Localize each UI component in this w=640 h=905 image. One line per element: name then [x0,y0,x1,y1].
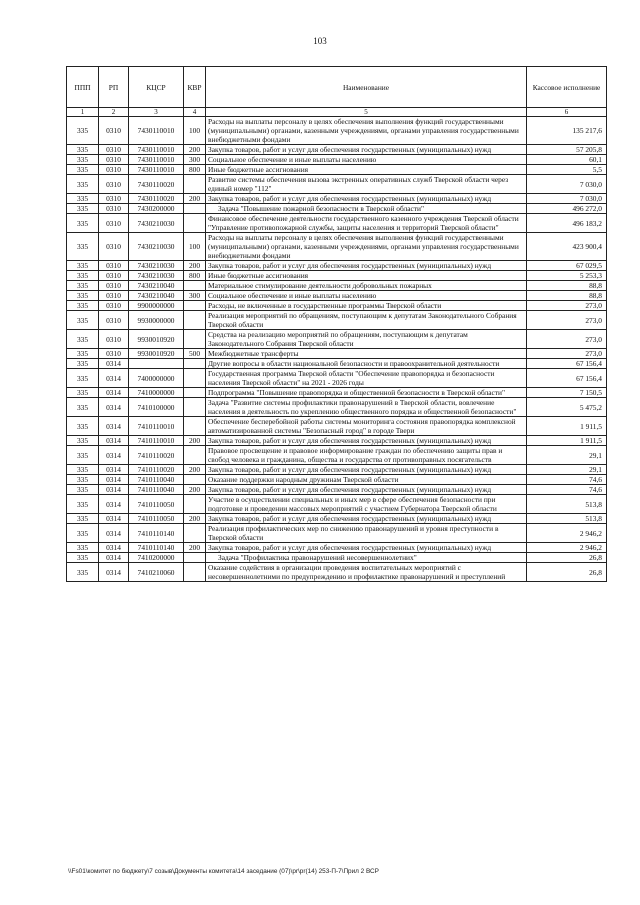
rp-cell: 0310 [99,204,129,214]
kcsr-cell: 9930010920 [129,349,184,359]
rp-cell: 0310 [99,349,129,359]
name-cell: Подпрограмма "Повышение правопорядка и общественной безопасности в Тверской области" [206,388,527,398]
table-row [67,204,607,214]
rp-cell: 0310 [99,117,129,145]
value-cell: 29,1 [527,465,607,475]
ppp-cell: 335 [67,369,99,388]
table-row [67,271,607,281]
name-cell: Закупка товаров, работ и услуг для обеспечения государственных (муниципальных) нужд [206,543,527,553]
table-row [67,194,607,204]
kcsr-cell: 7410200000 [129,553,184,563]
ppp-cell: 335 [67,155,99,165]
ppp-cell: 335 [67,214,99,233]
ppp-cell: 335 [67,194,99,204]
table-row [67,233,607,261]
table-row [67,475,607,485]
rp-cell: 0310 [99,261,129,271]
name-cell: Иные бюджетные ассигнования [206,165,527,175]
header-row [67,67,607,108]
table-row [67,524,607,543]
value-cell: 273,0 [527,301,607,311]
value-cell: 513,8 [527,514,607,524]
table-row [67,553,607,563]
rp-cell: 0314 [99,495,129,514]
column-number-row [67,108,607,117]
table-row [67,261,607,271]
table-row [67,165,607,175]
value-cell: 5 475,2 [527,398,607,417]
ppp-cell: 335 [67,465,99,475]
value-cell: 60,1 [527,155,607,165]
name-cell: Закупка товаров, работ и услуг для обеспечения государственных (муниципальных) нужд [206,465,527,475]
kvr-cell [184,214,206,233]
rp-cell: 0310 [99,233,129,261]
name-cell: Расходы на выплаты персоналу в целях обеспечения выполнения функций государственными (муниципальными) органами, казенными учреждениями, органами управления государственными внебюджетными фондами [206,233,527,261]
kcsr-cell: 7410110040 [129,475,184,485]
column-number: 3 [129,108,184,117]
kcsr-cell: 9930010920 [129,330,184,349]
value-cell: 67 156,4 [527,369,607,388]
name-cell: Правовое просвещение и правовое информирование граждан по обеспечению защиты прав и свобод человека и гражданина, общества и государства от противоправных посягательств [206,446,527,465]
kcsr-cell: 7430210030 [129,271,184,281]
kvr-cell: 200 [184,145,206,155]
ppp-cell: 335 [67,330,99,349]
kvr-cell: 100 [184,117,206,145]
name-cell: Межбюджетные трансферты [206,349,527,359]
kvr-cell: 200 [184,194,206,204]
name-cell: Закупка товаров, работ и услуг для обеспечения государственных (муниципальных) нужд [206,145,527,155]
column-number: 2 [99,108,129,117]
table-row [67,485,607,495]
kvr-cell [184,301,206,311]
rp-cell: 0310 [99,291,129,301]
table-row [67,436,607,446]
header-ppp: ППП [67,67,99,108]
table-row [67,563,607,582]
ppp-cell: 335 [67,175,99,194]
ppp-cell: 335 [67,485,99,495]
rp-cell: 0314 [99,369,129,388]
table-row [67,369,607,388]
header-name: Наименование [206,67,527,108]
kvr-cell: 300 [184,291,206,301]
value-cell: 135 217,6 [527,117,607,145]
kcsr-cell: 7430210040 [129,291,184,301]
table-row [67,291,607,301]
kvr-cell [184,281,206,291]
ppp-cell: 335 [67,281,99,291]
kvr-cell [184,369,206,388]
value-cell: 496 183,2 [527,214,607,233]
kcsr-cell: 7430110010 [129,117,184,145]
value-cell: 273,0 [527,349,607,359]
value-cell: 1 911,5 [527,417,607,436]
value-cell: 273,0 [527,311,607,330]
table-row [67,155,607,165]
table-row [67,398,607,417]
ppp-cell: 335 [67,553,99,563]
value-cell: 7 030,0 [527,194,607,204]
kvr-cell [184,553,206,563]
ppp-cell: 335 [67,475,99,485]
rp-cell: 0314 [99,436,129,446]
value-cell: 496 272,0 [527,204,607,214]
name-cell: Участие в осуществлении специальных и иных мер в сфере обеспечения безопасности при подготовке и проведении массовых мероприятий с участием Губернатора Тверской области [206,495,527,514]
table-row [67,311,607,330]
page-number: 103 [313,36,327,46]
table-row [67,281,607,291]
name-cell: Иные бюджетные ассигнования [206,271,527,281]
name-cell: Развитие системы обеспечения вызова экстренных оперативных служб Тверской области через единый номер "112" [206,175,527,194]
value-cell: 88,8 [527,281,607,291]
value-cell: 67 156,4 [527,359,607,369]
kvr-cell [184,398,206,417]
rp-cell: 0314 [99,465,129,475]
ppp-cell: 335 [67,301,99,311]
name-cell: Другие вопросы в области национальной безопасности и правоохранительной деятельности [206,359,527,369]
table-row [67,495,607,514]
ppp-cell: 335 [67,417,99,436]
kcsr-cell: 7410110020 [129,465,184,475]
kvr-cell [184,204,206,214]
column-number: 4 [184,108,206,117]
value-cell: 29,1 [527,446,607,465]
rp-cell: 0310 [99,301,129,311]
kvr-cell [184,388,206,398]
kvr-cell: 500 [184,349,206,359]
rp-cell: 0310 [99,281,129,291]
header-rp: РП [99,67,129,108]
kcsr-cell: 7410100000 [129,398,184,417]
name-cell: Реализация мероприятий по обращениям, поступающим к депутатам Законодательного Собрания Тверской области [206,311,527,330]
kcsr-cell: 7410000000 [129,388,184,398]
kvr-cell [184,495,206,514]
rp-cell: 0310 [99,155,129,165]
ppp-cell: 335 [67,388,99,398]
value-cell: 273,0 [527,330,607,349]
file-path-footer: \\Fs01\комитет по бюджету\7 созыв\Документы комитета\14 заседание (07)\pr\pr(14) 253-П-7\Прил 2 ВСР [68,868,379,875]
ppp-cell: 335 [67,117,99,145]
kvr-cell: 800 [184,271,206,281]
name-cell: Закупка товаров, работ и услуг для обеспечения государственных (муниципальных) нужд [206,514,527,524]
kvr-cell [184,475,206,485]
name-cell: Оказание содействия в организации проведения воспитательных мероприятий с несовершеннолетними по предупреждению и профилактике правонарушений и преступлений [206,563,527,582]
rp-cell: 0314 [99,553,129,563]
name-cell: Материальное стимулирование деятельности добровольных пожарных [206,281,527,291]
kcsr-cell: 7410110020 [129,446,184,465]
value-cell: 26,8 [527,563,607,582]
table-row [67,301,607,311]
name-cell: Закупка товаров, работ и услуг для обеспечения государственных (муниципальных) нужд [206,194,527,204]
value-cell: 2 946,2 [527,543,607,553]
table-row [67,465,607,475]
value-cell: 7 030,0 [527,175,607,194]
name-cell: Государственная программа Тверской области "Обеспечение правопорядка и безопасности населения Тверской области" на 2021 - 2026 годы [206,369,527,388]
ppp-cell: 335 [67,543,99,553]
kvr-cell: 300 [184,155,206,165]
rp-cell: 0310 [99,330,129,349]
ppp-cell: 335 [67,165,99,175]
rp-cell: 0314 [99,543,129,553]
name-cell: Средства на реализацию мероприятий по обращениям, поступающим к депутатам Законодательного Собрания Тверской области [206,330,527,349]
ppp-cell: 335 [67,233,99,261]
rp-cell: 0314 [99,417,129,436]
ppp-cell: 335 [67,359,99,369]
kvr-cell [184,175,206,194]
rp-cell: 0314 [99,359,129,369]
name-cell: Закупка товаров, работ и услуг для обеспечения государственных (муниципальных) нужд [206,436,527,446]
kvr-cell: 200 [184,436,206,446]
name-cell: Расходы, не включенные в государственные программы Тверской области [206,301,527,311]
kvr-cell [184,330,206,349]
name-cell: Задача "Профилактика правонарушений несовершеннолетних" [206,553,527,563]
table-row [67,388,607,398]
value-cell: 1 911,5 [527,436,607,446]
name-cell: Оказание поддержки народным дружинам Тверской области [206,475,527,485]
value-cell: 67 029,5 [527,261,607,271]
kvr-cell [184,359,206,369]
kcsr-cell: 7430210030 [129,214,184,233]
header-value: Кассовое исполнение [527,67,607,108]
rp-cell: 0314 [99,446,129,465]
kvr-cell: 200 [184,465,206,475]
ppp-cell: 335 [67,291,99,301]
kvr-cell: 100 [184,233,206,261]
ppp-cell: 335 [67,563,99,582]
kcsr-cell: 7410110040 [129,485,184,495]
kvr-cell: 200 [184,543,206,553]
rp-cell: 0314 [99,514,129,524]
column-number: 5 [206,108,527,117]
kcsr-cell: 7430110010 [129,155,184,165]
table-row [67,359,607,369]
name-cell: Социальное обеспечение и иные выплаты населению [206,155,527,165]
ppp-cell: 335 [67,398,99,417]
kvr-cell: 200 [184,514,206,524]
table-row [67,417,607,436]
kcsr-cell: 7410110050 [129,495,184,514]
column-number: 6 [527,108,607,117]
rp-cell: 0310 [99,145,129,155]
kcsr-cell: 7400000000 [129,369,184,388]
kcsr-cell: 7410110140 [129,524,184,543]
rp-cell: 0314 [99,563,129,582]
rp-cell: 0310 [99,271,129,281]
kcsr-cell: 7430210030 [129,261,184,271]
name-cell: Социальное обеспечение и иные выплаты населению [206,291,527,301]
table-row [67,330,607,349]
kvr-cell [184,417,206,436]
rp-cell: 0310 [99,165,129,175]
kvr-cell: 800 [184,165,206,175]
kcsr-cell: 7430200000 [129,204,184,214]
kvr-cell [184,524,206,543]
value-cell: 57 205,8 [527,145,607,155]
value-cell: 423 900,4 [527,233,607,261]
value-cell: 5 253,3 [527,271,607,281]
kvr-cell: 200 [184,485,206,495]
ppp-cell: 335 [67,271,99,281]
table-row [67,543,607,553]
kcsr-cell: 9900000000 [129,301,184,311]
kvr-cell [184,311,206,330]
rp-cell: 0314 [99,524,129,543]
ppp-cell: 335 [67,514,99,524]
kvr-cell [184,563,206,582]
header-kcsr: КЦСР [129,67,184,108]
rp-cell: 0314 [99,475,129,485]
rp-cell: 0310 [99,311,129,330]
budget-table [66,66,607,582]
ppp-cell: 335 [67,145,99,155]
kcsr-cell: 7410210060 [129,563,184,582]
rp-cell: 0310 [99,194,129,204]
kcsr-cell: 7430210030 [129,233,184,261]
kcsr-cell: 7430110020 [129,194,184,204]
kcsr-cell [129,359,184,369]
kcsr-cell: 7410110140 [129,543,184,553]
rp-cell: 0314 [99,485,129,495]
name-cell: Закупка товаров, работ и услуг для обеспечения государственных (муниципальных) нужд [206,261,527,271]
table-row [67,175,607,194]
ppp-cell: 335 [67,446,99,465]
name-cell: Реализация профилактических мер по снижению правонарушений и уровня преступности в Тверской области [206,524,527,543]
kcsr-cell: 7430110020 [129,175,184,194]
value-cell: 88,8 [527,291,607,301]
table-row [67,349,607,359]
value-cell: 513,8 [527,495,607,514]
table-row [67,145,607,155]
column-number: 1 [67,108,99,117]
value-cell: 26,8 [527,553,607,563]
kcsr-cell: 7430210040 [129,281,184,291]
value-cell: 7 150,5 [527,388,607,398]
name-cell: Расходы на выплаты персоналу в целях обеспечения выполнения функций государственными (муниципальными) органами, казенными учреждениями, органами управления государственными внебюджетными фондами [206,117,527,145]
kcsr-cell: 7410110010 [129,436,184,446]
name-cell: Обеспечение бесперебойной работы системы мониторинга состояния правопорядка комплексной автоматизированной системы "Безопасный город" в городе Твери [206,417,527,436]
ppp-cell: 335 [67,261,99,271]
rp-cell: 0314 [99,388,129,398]
kcsr-cell: 7430110010 [129,165,184,175]
ppp-cell: 335 [67,436,99,446]
table-row [67,214,607,233]
kvr-cell [184,446,206,465]
rp-cell: 0314 [99,398,129,417]
name-cell: Финансовое обеспечение деятельности государственного казенного учреждения Тверской области "Управление противопожарной службы, защиты населения и территорий Тверской области" [206,214,527,233]
ppp-cell: 335 [67,204,99,214]
table-row [67,514,607,524]
name-cell: Задача "Развитие системы профилактики правонарушений в Тверской области, вовлечение населения в деятельность по укреплению общественного порядка и общественной безопасности" [206,398,527,417]
kcsr-cell: 7430110010 [129,145,184,155]
ppp-cell: 335 [67,349,99,359]
rp-cell: 0310 [99,214,129,233]
table-body [67,117,607,582]
kvr-cell: 200 [184,261,206,271]
value-cell: 74,6 [527,475,607,485]
rp-cell: 0310 [99,175,129,194]
ppp-cell: 335 [67,524,99,543]
value-cell: 5,5 [527,165,607,175]
name-cell: Закупка товаров, работ и услуг для обеспечения государственных (муниципальных) нужд [206,485,527,495]
kcsr-cell: 7410110010 [129,417,184,436]
kcsr-cell: 9930000000 [129,311,184,330]
value-cell: 74,6 [527,485,607,495]
kcsr-cell: 7410110050 [129,514,184,524]
ppp-cell: 335 [67,495,99,514]
ppp-cell: 335 [67,311,99,330]
name-cell: Задача "Повышение пожарной безопасности в Тверской области" [206,204,527,214]
value-cell: 2 946,2 [527,524,607,543]
header-kvr: КВР [184,67,206,108]
table-row [67,446,607,465]
table-row [67,117,607,145]
